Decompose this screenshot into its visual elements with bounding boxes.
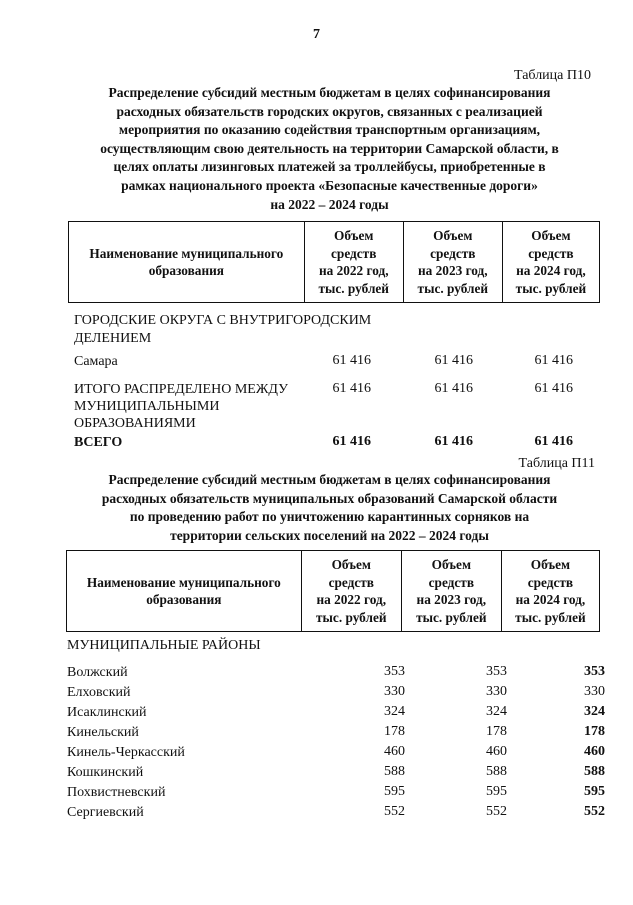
table-cell-2023: 460 [486, 744, 507, 759]
total-label: ВСЕГО [74, 435, 123, 450]
table-row-name: Кошкинский [67, 765, 144, 780]
section-line: ГОРОДСКИЕ ОКРУГА С ВНУТРИГОРОДСКИМ [74, 313, 372, 328]
table-cell-2023: 595 [486, 784, 507, 799]
table-cell-2022: 178 [384, 724, 405, 739]
title-line: Распределение субсидий местным бюджетам в целях софинансирования [108, 472, 551, 487]
itogo-2022: 61 416 [332, 381, 371, 396]
table-p10-header [68, 221, 600, 303]
table-cell-2023: 178 [486, 724, 507, 739]
total-2022: 61 416 [332, 434, 371, 449]
header-text: тыс. рублей [515, 280, 587, 296]
table-cell-2022: 324 [384, 704, 405, 719]
table-p11-label: Таблица П11 [518, 456, 595, 471]
itogo-line: ОБРАЗОВАНИЯМИ [74, 416, 196, 431]
header-name [69, 222, 305, 303]
header-text: Объем [531, 228, 571, 243]
table-cell-2023: 330 [486, 684, 507, 699]
table-row-name: Елховский [67, 685, 131, 700]
header-text: образования [148, 263, 224, 278]
header-2023 [401, 551, 501, 632]
table-cell-2022: 595 [384, 784, 405, 799]
table-p10-title [62, 84, 597, 214]
table-cell-2022: 61 416 [332, 353, 371, 368]
table-cell-2024: 330 [584, 684, 605, 699]
table-p11-section: МУНИЦИПАЛЬНЫЕ РАЙОНЫ [67, 638, 261, 653]
header-text: Объем [530, 557, 571, 572]
table-row-name: Кинель-Черкасский [67, 745, 185, 760]
header-text: на 2024 год, [515, 592, 586, 607]
title-line: целях оплаты лизинговых платежей за троллейбусы, приобретенные в [113, 159, 546, 175]
table-cell-2023: 552 [486, 804, 507, 819]
table-cell-2023: 324 [486, 704, 507, 719]
title-line: по проведению работ по уничтожению карантинных сорняков на [129, 509, 530, 525]
title-line: Распределение субсидий местным бюджетам в целях софинансирования [108, 85, 551, 100]
header-text: тыс. рублей [515, 609, 586, 625]
table-row-name: Волжский [67, 665, 128, 680]
table-row-name: Самара [74, 354, 118, 369]
header-text: Объем [431, 557, 472, 572]
header-2022 [301, 551, 401, 632]
table-cell-2023: 61 416 [434, 353, 473, 368]
table-cell-2024: 178 [584, 724, 605, 739]
table-p11-header [66, 550, 600, 632]
title-line: расходных обязательств муниципальных образований Самарской области [101, 490, 558, 506]
header-text: средств [428, 574, 475, 590]
title-line: территории сельских поселений на 2022 – 2024 годы [170, 527, 489, 543]
table-row-name: Похвистневский [67, 785, 166, 800]
header-text: Объем [331, 557, 371, 572]
header-text: тыс. рублей [318, 280, 389, 296]
title-line: на 2022 – 2024 годы [270, 196, 389, 212]
itogo-line: МУНИЦИПАЛЬНЫМИ [74, 399, 220, 414]
table-row-name: Сергиевский [67, 805, 144, 820]
title-line: рамках национального проекта «Безопасные качественные дороги» [121, 177, 538, 193]
header-text: на 2024 год, [516, 263, 586, 278]
header-text: средств [331, 245, 377, 261]
table-cell-2023: 353 [486, 664, 507, 679]
table-row-name: Кинельский [67, 725, 139, 740]
table-cell-2024: 460 [584, 744, 605, 759]
table-cell-2024: 552 [584, 804, 605, 819]
header-2022 [304, 222, 403, 303]
header-text: образования [146, 592, 222, 607]
table-cell-2022: 588 [384, 764, 405, 779]
header-text: тыс. рублей [417, 280, 489, 296]
section-line: ДЕЛЕНИЕМ [74, 331, 152, 346]
total-2024: 61 416 [534, 434, 573, 449]
itogo-label [74, 381, 288, 432]
header-text: средств [430, 245, 476, 261]
header-text: тыс. рублей [416, 609, 487, 625]
table-cell-2024: 353 [584, 664, 605, 679]
table-cell-2022: 330 [384, 684, 405, 699]
table-cell-2022: 460 [384, 744, 405, 759]
header-2024 [502, 222, 599, 303]
itogo-2023: 61 416 [434, 381, 473, 396]
table-cell-2022: 552 [384, 804, 405, 819]
header-text: средств [328, 574, 374, 590]
table-p10-section [74, 312, 371, 348]
header-text: Наименование муниципального [86, 574, 281, 590]
header-text: на 2022 год, [316, 592, 387, 607]
header-text: Объем [433, 228, 473, 243]
header-text: тыс. рублей [316, 609, 387, 625]
header-text: на 2023 год, [418, 263, 488, 278]
header-text: на 2022 год, [318, 263, 389, 278]
table-cell-2024: 61 416 [534, 353, 573, 368]
header-2024 [501, 551, 599, 632]
table-cell-2022: 353 [384, 664, 405, 679]
table-row-name: Исаклинский [67, 705, 147, 720]
table-p11-title [62, 471, 597, 545]
total-2023: 61 416 [434, 434, 473, 449]
header-text: средств [527, 574, 574, 590]
header-name [67, 551, 302, 632]
table-cell-2024: 595 [584, 784, 605, 799]
title-line: мероприятия по оказанию содействия транспортным организациям, [118, 122, 541, 138]
table-cell-2024: 588 [584, 764, 605, 779]
header-text: Объем [334, 228, 374, 243]
table-cell-2023: 588 [486, 764, 507, 779]
itogo-line: ИТОГО РАСПРЕДЕЛЕНО МЕЖДУ [74, 382, 288, 397]
header-text: средств [528, 245, 574, 261]
table-p10-label: Таблица П10 [514, 68, 591, 83]
page-number: 7 [313, 27, 320, 42]
title-line: расходных обязательств городских округов, связанных с реализацией [116, 103, 543, 119]
header-text: на 2023 год, [416, 592, 487, 607]
table-cell-2024: 324 [584, 704, 605, 719]
header-2023 [403, 222, 502, 303]
title-line: осуществляющим свою деятельность на территории Самарской области, в [100, 140, 559, 156]
itogo-2024: 61 416 [534, 381, 573, 396]
header-text: Наименование муниципального [89, 245, 284, 261]
